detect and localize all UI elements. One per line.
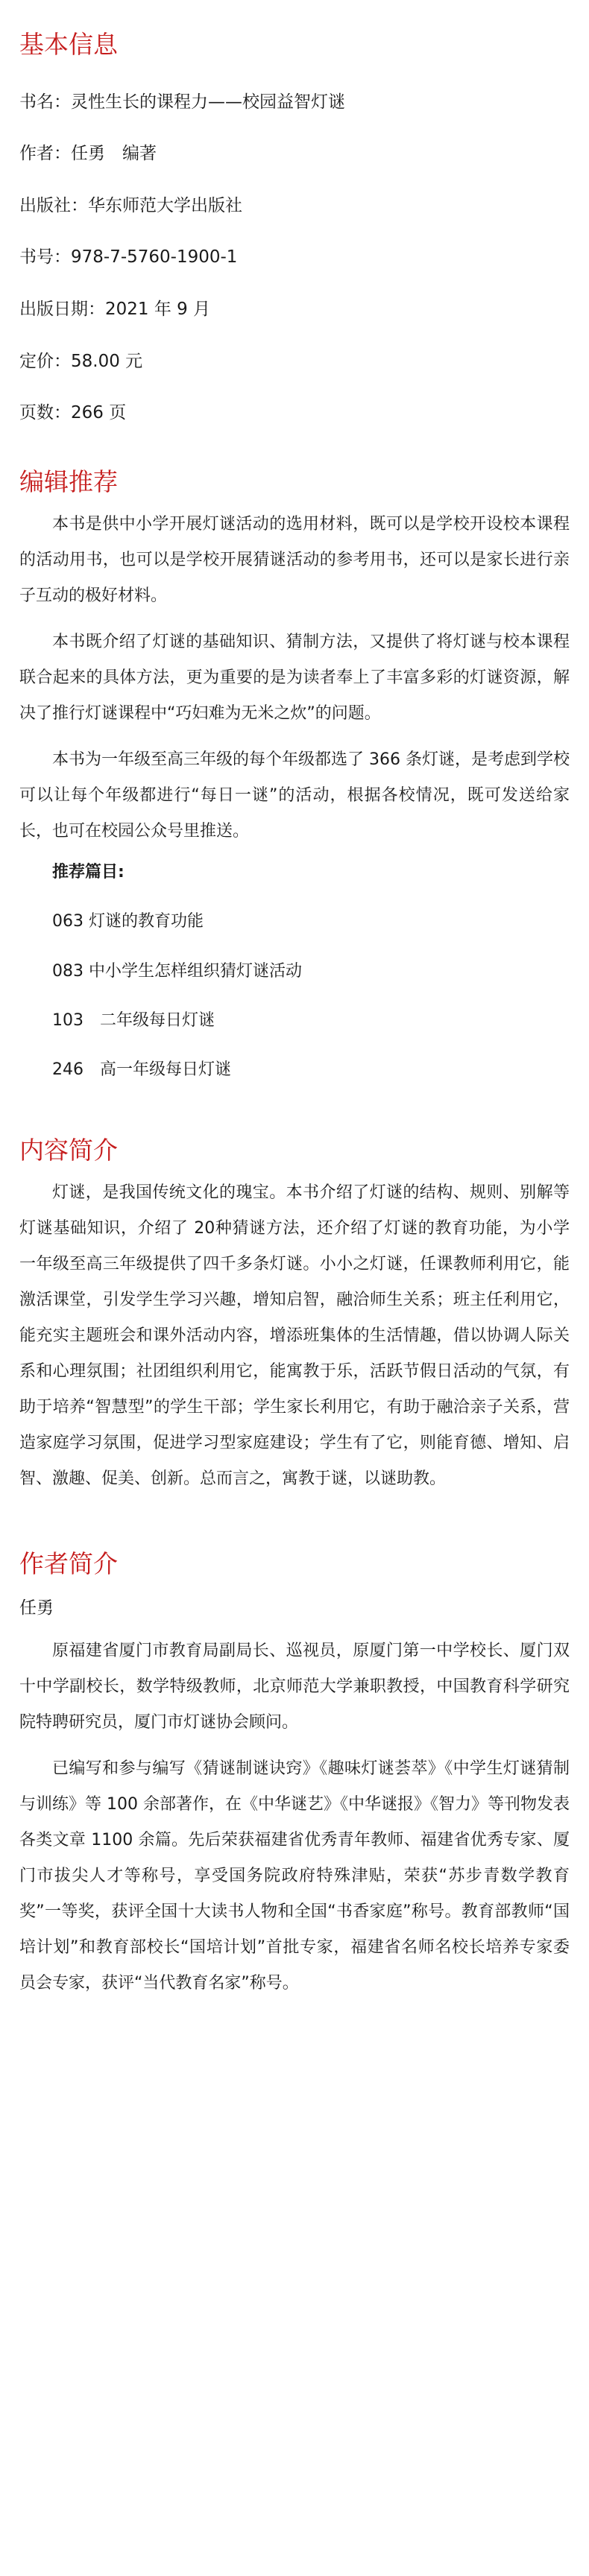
basic-info-section — [19, 30, 570, 424]
list-item: 103 二年级每日灯谜 — [52, 1011, 215, 1031]
info-publish-date: 出版日期：2021 年 9 月 — [19, 299, 211, 319]
info-isbn: 书号：978-7-5760-1900-1 — [19, 247, 238, 268]
summary-paragraph: 灯谜，是我国传统文化的瑰宝。本书介绍了灯谜的结构、规则、别解等灯谜基础知识，介绍了 20种猜谜方法，还介绍了灯谜的教育功能，为小学一年级至高三年级提供了四千多条灯谜。小小之灯谜，任课教师利用它，能激活课堂，引发学生学习兴趣，增知启智，融洽师生关系；班主任利用它，能充实主题班会和课外活动内容，增添班集体的生活情趣，借以协调人际关系和心理氛围；社团组织利用它，能寓教于乐，活跃节假日活动的气氛，有助于培养“智慧型”的学生干部；学生家长利用它，有助于融洽亲子关系，营造家庭学习氛围，促进学习型家庭建设；学生有了它，则能育德、增知、启智、激趣、促美、创新。总而言之，寓教于谜，以谜助教。 — [19, 1183, 570, 1489]
list-item: 063 灯谜的教育功能 — [52, 912, 204, 931]
info-pages: 页数：266 页 — [19, 403, 127, 423]
content-summary-section — [19, 1136, 570, 1497]
basic-info-heading: 基本信息 — [19, 30, 118, 59]
editor-paragraph: 本书为一年级至高三年级的每个年级都选了 366 条灯谜，是考虑到学校可以让每个年级都进行“每日一谜”的活动，根据各校情况，既可发送给家长，也可在校园公众号里推送。 — [19, 750, 570, 841]
info-price: 定价：58.00 元 — [19, 351, 143, 371]
author-section — [19, 1549, 570, 2001]
editor-paragraph: 本书既介绍了灯谜的基础知识、猜制方法，又提供了将灯谜与校本课程联合起来的具体方法，更为重要的是为读者奉上了丰富多彩的灯谜资源，解决了推行灯谜课程中“巧妇难为无米之炊”的问题。 — [19, 633, 570, 724]
list-item: 246 高一年级每日灯谜 — [52, 1060, 231, 1080]
info-publisher: 出版社：华东师范大学出版社 — [19, 195, 242, 215]
recommend-list-title: 推荐篇目: — [52, 862, 125, 882]
list-item: 083 中小学生怎样组织猜灯谜活动 — [52, 961, 302, 981]
content-summary-heading: 内容简介 — [19, 1135, 118, 1165]
info-author: 作者：任勇 编著 — [19, 144, 157, 164]
author-name: 任勇 — [19, 1598, 54, 1618]
author-paragraph: 原福建省厦门市教育局副局长、巡视员，原厦门第一中学校长、厦门双十中学副校长，数学特级教师，北京师范大学兼职教授，中国教育科学研究院特聘研究员，厦门市灯谜协会顾问。 — [19, 1642, 570, 1732]
editor-recommend-heading: 编辑推荐 — [19, 466, 118, 496]
author-paragraph: 已编写和参与编写《猜谜制谜诀窍》《趣味灯谜荟萃》《中学生灯谜猜制与训练》等 100 余部著作，在《中华谜艺》《中华谜报》《智力》等刊物发表各类文章 1100 余篇。先后荣获福建省优秀青年教师、福建省优秀专家、厦门市拔尖人才等称号，享受国务院政府特殊津贴，荣获“苏步青数学教育奖”一等奖，获评全国十大读书人物和全国“书香家庭”称号。教育部教师“国培计划”和教育部校长“国培计划”首批专家，福建省名师名校长培养专家委员会专家，获评“当代教育名家”称号。 — [19, 1759, 570, 1993]
info-title: 书名：灵性生长的课程力——校园益智灯谜 — [19, 92, 345, 112]
editor-recommend-section — [19, 467, 570, 1080]
author-heading: 作者简介 — [19, 1549, 118, 1579]
editor-paragraph: 本书是供中小学开展灯谜活动的选用材料，既可以是学校开设校本课程的活动用书，也可以是学校开展猜谜活动的参考用书，还可以是家长进行亲子互动的极好材料。 — [19, 515, 570, 606]
